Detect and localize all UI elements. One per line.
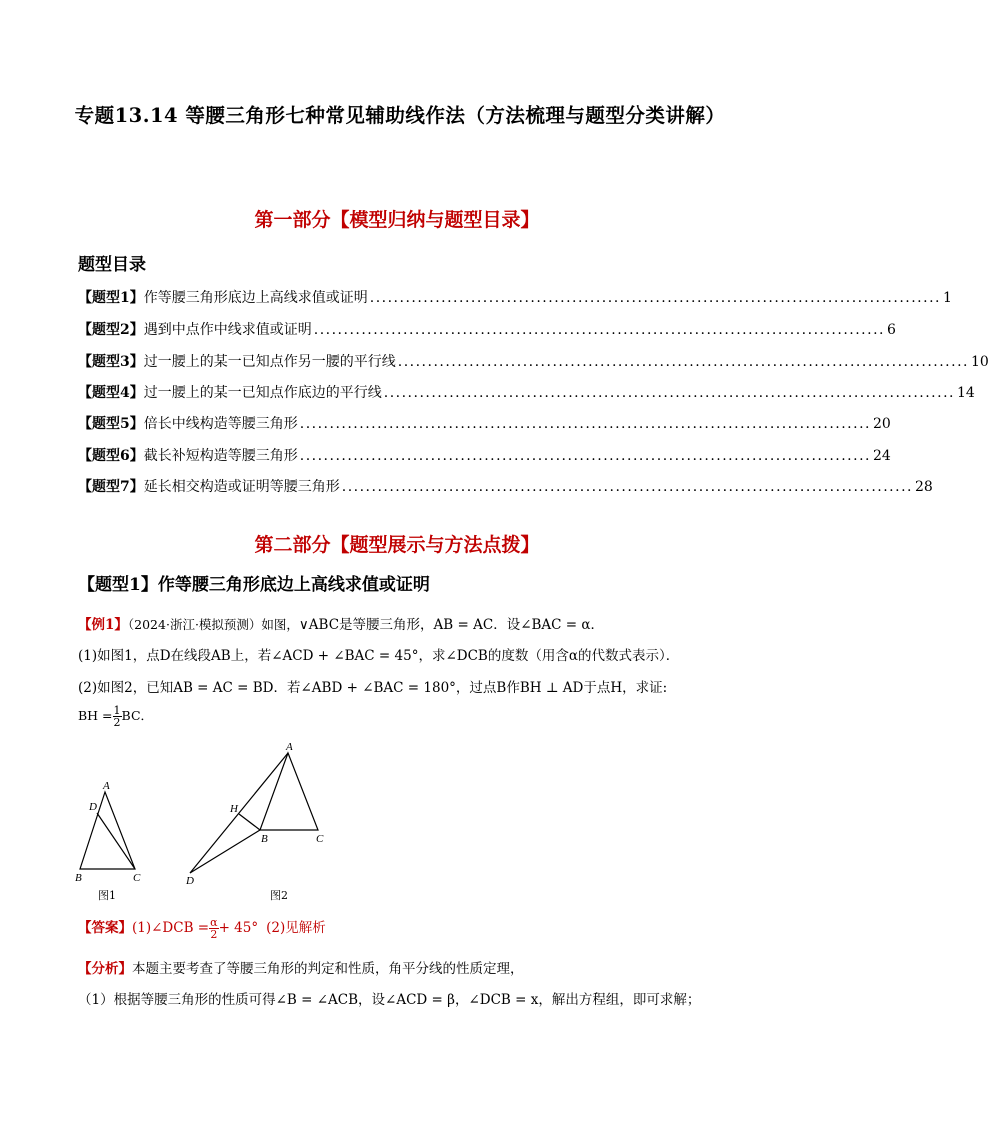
label-A-fig1: A [103, 780, 110, 792]
label-C-fig2: C [316, 833, 324, 845]
toc-leader: ................................................................................................ [299, 416, 871, 432]
geometry-figure [70, 735, 370, 902]
part2-heading: 第二部分【题型展示与方法点拨】 [254, 534, 540, 556]
example-stem: 【例1】（2024·浙江·模拟预测）如图，∨ABC是等腰三角形，AB = AC．设∠BAC = α． [78, 617, 605, 633]
toc-item-1[interactable]: 【题型1】 作等腰三角形底边上高线求值或证明 ................................................................................................ 1 [78, 290, 952, 306]
toc-leader: ................................................................................................ [313, 322, 885, 338]
question-2: (2)如图2，已知AB = AC = BD．若∠ABD + ∠BAC = 180°，过点B作BH ⊥ AD于点H，求证: [78, 680, 668, 696]
toc-item-4[interactable]: 【题型4】 过一腰上的某一已知点作底边的平行线 ................................................................................................ 14 [78, 385, 975, 401]
section-heading: 【题型1】作等腰三角形底边上高线求值或证明 [78, 575, 430, 595]
figure-2-triangle [190, 753, 318, 873]
question-1: (1)如图1，点D在线段AB上，若∠ACD + ∠BAC = 45°，求∠DCB的度数（用含α的代数式表示）． [78, 648, 680, 664]
label-A-fig2: A [286, 741, 293, 753]
toc-leader: ................................................................................................ [341, 479, 913, 495]
fraction: $\frac{1}{2}$ [113, 704, 121, 729]
label-H-fig2: H [230, 803, 238, 815]
toc-leader: ................................................................................................ [397, 354, 969, 370]
label-C-fig1: C [133, 872, 141, 884]
toc-item-6[interactable]: 【题型6】 截长补短构造等腰三角形 ................................................................................................ 24 [78, 448, 891, 464]
toc-leader: ................................................................................................ [299, 448, 871, 464]
label-D-fig1: D [89, 801, 97, 813]
toc-item-3[interactable]: 【题型3】 过一腰上的某一已知点作另一腰的平行线 ................................................................................................ 10 [78, 354, 989, 370]
toc-item-7[interactable]: 【题型7】 延长相交构造或证明等腰三角形 ................................................................................................ 28 [78, 479, 933, 495]
label-B-fig2: B [261, 833, 268, 845]
question-2-conclusion: BH = $\frac{1}{2}$ BC． [78, 704, 154, 729]
analysis-line: 【分析】本题主要考查了等腰三角形的判定和性质，角平分线的性质定理， [78, 961, 524, 977]
toc-leader: ................................................................................................ [383, 385, 955, 401]
fraction: $\frac{\alpha}{2}$ [210, 916, 218, 941]
figure-2-caption: 图2 [270, 889, 288, 902]
figure-1-caption: 图1 [98, 889, 116, 902]
answer-line: 【答案】(1)∠DCB = $\frac{\alpha}{2}$ + 45° (2)见解析 [78, 916, 326, 941]
toc-item-2[interactable]: 【题型2】 遇到中点作中线求值或证明 ................................................................................................ 6 [78, 322, 896, 338]
toc-heading: 题型目录 [78, 255, 146, 275]
toc-leader: ................................................................................................ [369, 290, 941, 306]
toc-item-5[interactable]: 【题型5】 倍长中线构造等腰三角形 ................................................................................................ 20 [78, 416, 891, 432]
label-D-fig2: D [186, 875, 194, 887]
part1-heading: 第一部分【模型归纳与题型目录】 [254, 209, 540, 231]
analysis-line-2: （1）根据等腰三角形的性质可得∠B = ∠ACB，设∠ACD = β，∠DCB = x，解出方程组，即可求解； [78, 992, 701, 1008]
document-title: 专题13.14 等腰三角形七种常见辅助线作法（方法梳理与题型分类讲解） [74, 104, 726, 127]
label-B-fig1: B [75, 872, 82, 884]
